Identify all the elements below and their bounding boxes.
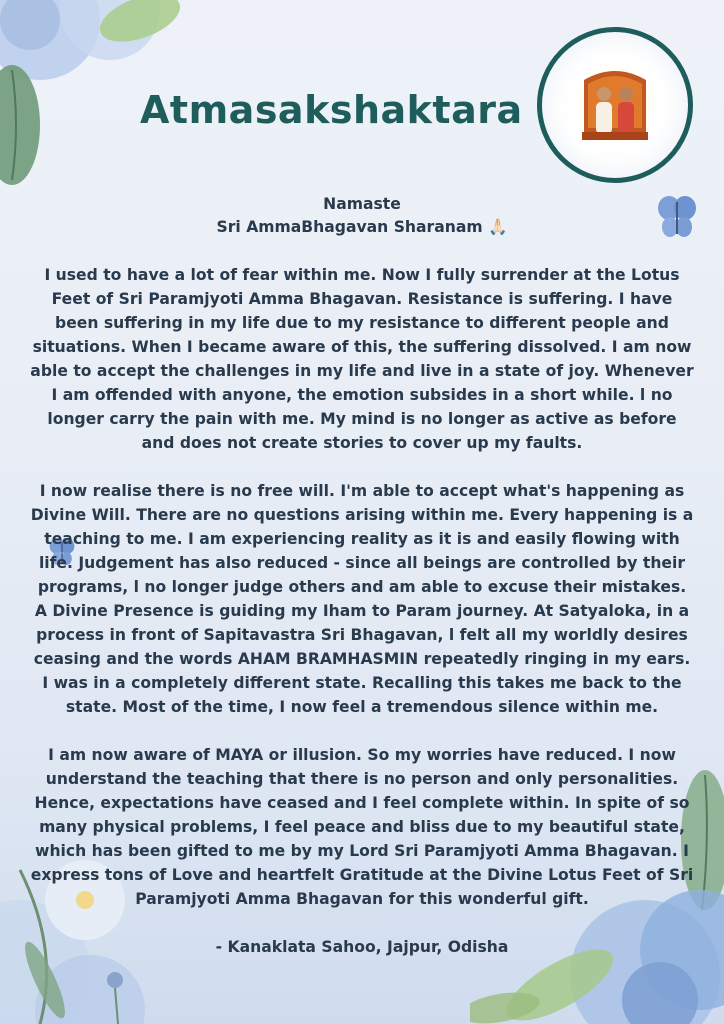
portrait-badge <box>537 27 693 183</box>
paragraph: I now realise there is no free will. I'm able to accept what's happening as Divine Will. There are no questions arising within me. Every happening is a teaching to me. I am experiencing reality as it is and easily flowing with life. Judgement has also reduced - since all beings are controlled by their programs, l no longer judge others and am able to excuse their mistakes. A Divine Presence is guiding my Iham to Param journey. At Satyaloka, in a process in front of Sapitavastra Sri Bhagavan, l felt all my worldly desires ceasing and the words AHAM BRAMHASMIN repeatedly ringing in my ears. I was in a completely different state. Recalling this takes me back to the state. Most of the time, I now feel a tremendous silence within me. <box>30 482 694 716</box>
signature: - Kanaklata Sahoo, Jajpur, Odisha <box>215 938 509 956</box>
page-title: Atmasakshaktara <box>140 88 523 132</box>
paragraph: I am now aware of MAYA or illusion. So my worries have reduced. I now understand the teaching that there is no person and only personalities. Hence, expectations have ceased and I feel complete within. In spite of so many physical problems, I feel peace and bliss due to my beautiful state, which has been gifted to me by my Lord Sri Paramjyoti Amma Bhagavan. I express tons of Love and heartfelt Gratitude at the Divine Lotus Feet of Sri Paramjyoti Amma Bhagavan for this wonderful gift. <box>30 746 694 908</box>
testimony-body <box>30 193 694 959</box>
paragraph: I used to have a lot of fear within me. Now I fully surrender at the Lotus Feet of Sri Paramjyoti Amma Bhagavan. Resistance is suffering. I have been suffering in my life due to my resistance to different people and situations. When I became aware of this, the suffering dissolved. I am now able to accept the challenges in my life and live in a state of joy. Whenever I am offended with anyone, the emotion subsides in a short while. l no longer carry the pain with me. My mind is no longer as active as before and does not create stories to cover up my faults. <box>30 266 694 452</box>
greeting-sharanam: Sri AmmaBhagavan Sharanam 🙏🏻 <box>216 218 508 236</box>
greeting-namaste: Namaste <box>323 195 401 213</box>
portrait-image <box>542 32 688 178</box>
